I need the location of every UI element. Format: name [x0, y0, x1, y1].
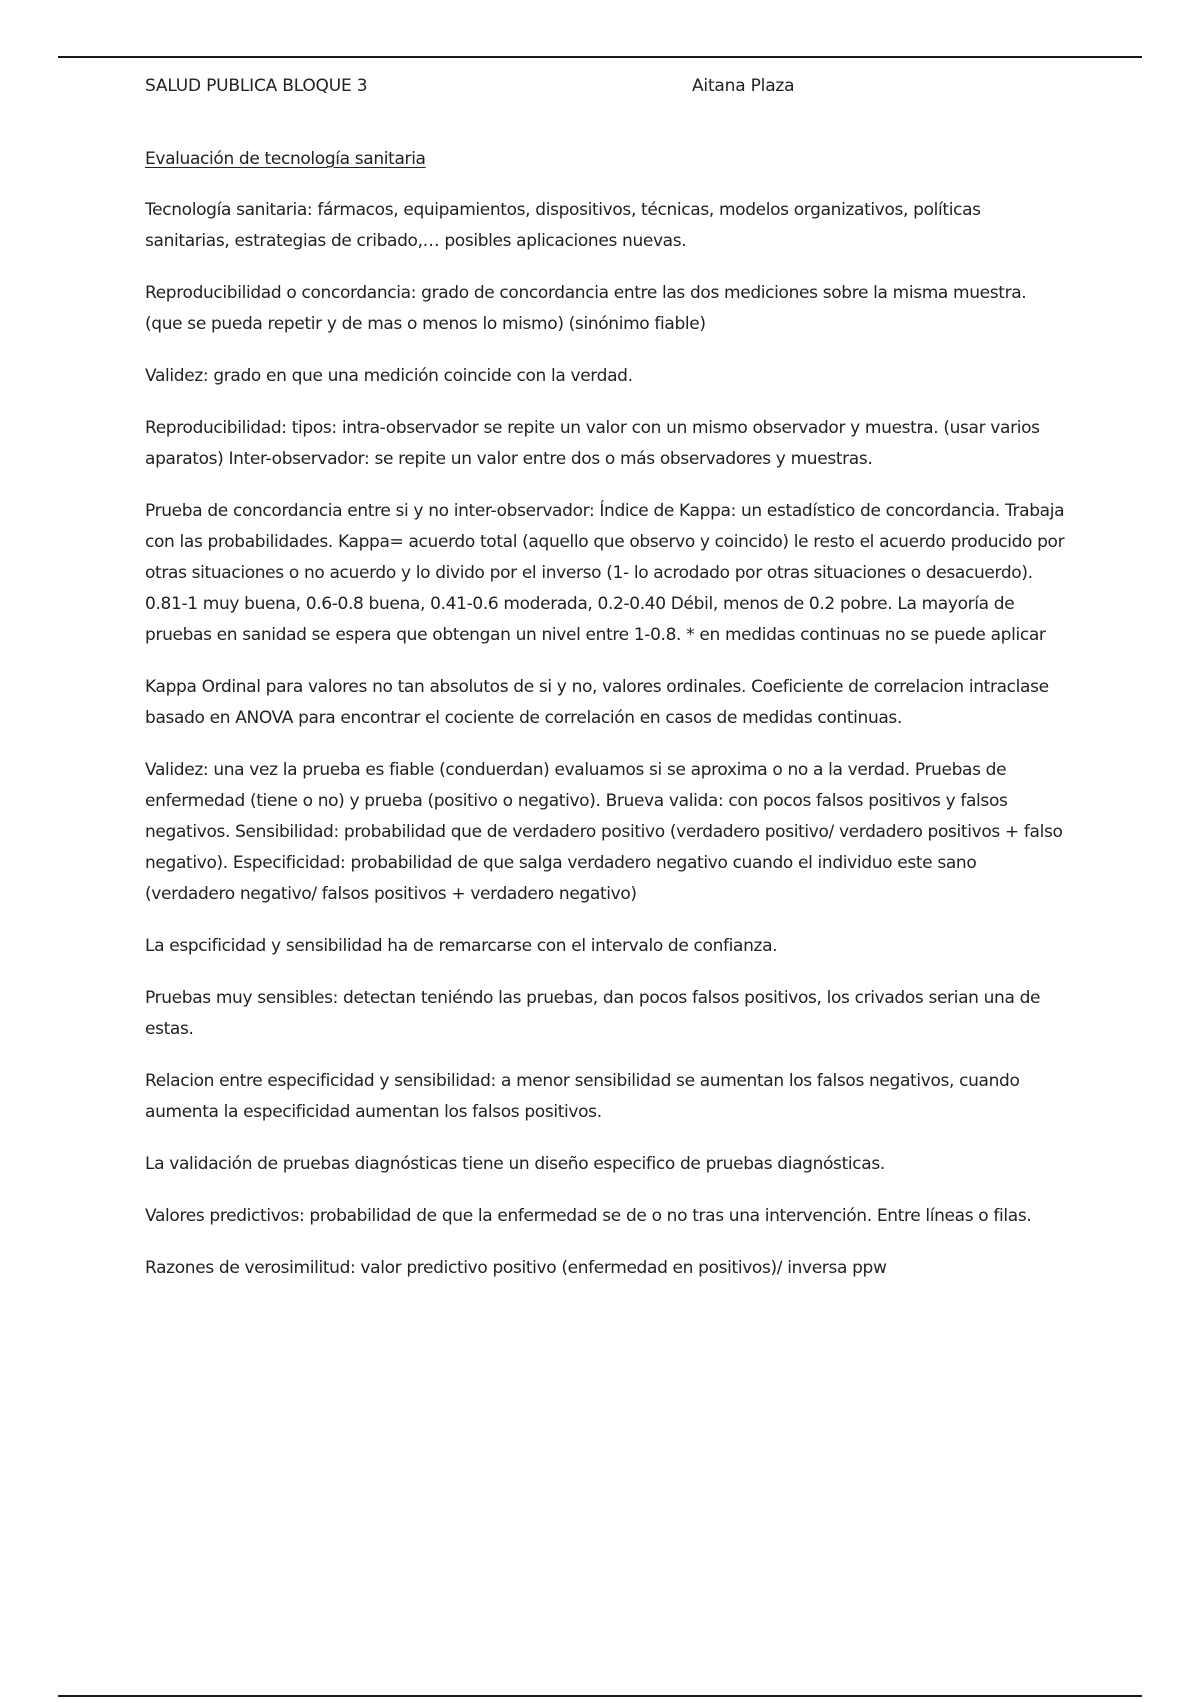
document-body	[145, 144, 1065, 1305]
paragraph-reproducibilidad-tipos: Reproducibilidad: tipos: intra-observador se repite un valor con un mismo observador y muestra. (usar varios aparatos) Inter-observador: se repite un valor entre dos o más observadores y muestras.	[145, 418, 1040, 469]
document-title: SALUD PUBLICA BLOQUE 3	[145, 76, 368, 96]
paragraph-tecnologia-sanitaria: Tecnología sanitaria: fármacos, equipamientos, dispositivos, técnicas, modelos organizativos, políticas sanitarias, estrategias de cribado,… posibles aplicaciones nuevas.	[145, 200, 981, 251]
paragraph-validez-sensibilidad: Validez: una vez la prueba es fiable (conduerdan) evaluamos si se aproxima o no a la verdad. Pruebas de enfermedad (tiene o no) y prueba (positivo o negativo). Brueva valida: con pocos falsos positivos y falsos negativos. Sensibilidad: probabilidad que de verdadero positivo (verdadero positivo/ verdadero positivos + falso negativo). Especificidad: probabilidad de que salga verdadero negativo cuando el individuo este sano (verdadero negativo/ falsos positivos + verdadero negativo)	[145, 760, 1063, 904]
paragraph-valores-predictivos: Valores predictivos: probabilidad de que la enfermedad se de o no tras una intervención. Entre líneas o filas.	[145, 1206, 1032, 1226]
paragraph-razones-verosimilitud: Razones de verosimilitud: valor predictivo positivo (enfermedad en positivos)/ inversa ppw	[145, 1258, 887, 1278]
top-divider	[58, 56, 1142, 58]
page-header	[145, 76, 1065, 100]
paragraph-validez-definicion: Validez: grado en que una medición coincide con la verdad.	[145, 366, 633, 386]
author-name: Aitana Plaza	[692, 76, 795, 96]
paragraph-pruebas-sensibles: Pruebas muy sensibles: detectan teniéndo las pruebas, dan pocos falsos positivos, los crivados serian una de estas.	[145, 988, 1041, 1039]
paragraph-relacion-especificidad: Relacion entre especificidad y sensibilidad: a menor sensibilidad se aumentan los falsos negativos, cuando aumenta la especificidad aumentan los falsos positivos.	[145, 1071, 1020, 1122]
paragraph-kappa-ordinal: Kappa Ordinal para valores no tan absolutos de si y no, valores ordinales. Coeficiente de correlacion intraclase basado en ANOVA para encontrar el cociente de correlación en casos de medidas continuas.	[145, 677, 1049, 728]
paragraph-intervalo-confianza: La espcificidad y sensibilidad ha de remarcarse con el intervalo de confianza.	[145, 936, 778, 956]
paragraph-reproducibilidad-concordancia: Reproducibilidad o concordancia: grado de concordancia entre las dos mediciones sobre la misma muestra. (que se pueda repetir y de mas o menos lo mismo) (sinónimo fiable)	[145, 283, 1027, 334]
section-heading: Evaluación de tecnología sanitaria	[145, 149, 426, 169]
paragraph-validacion-pruebas: La validación de pruebas diagnósticas tiene un diseño especifico de pruebas diagnósticas.	[145, 1154, 885, 1174]
paragraph-indice-kappa: Prueba de concordancia entre si y no inter-observador: Índice de Kappa: un estadístico de concordancia. Trabaja con las probabilidades. Kappa= acuerdo total (aquello que observo y coincido) le resto el acuerdo producido por otras situaciones o no acuerdo y lo divido por el inverso (1- lo acrodado por otras situaciones o desacuerdo). 0.81-1 muy buena, 0.6-0.8 buena, 0.41-0.6 moderada, 0.2-0.40 Débil, menos de 0.2 pobre. La mayoría de pruebas en sanidad se espera que obtengan un nivel entre 1-0.8. * en medidas continuas no se puede aplicar	[145, 501, 1065, 645]
bottom-divider	[58, 1695, 1142, 1697]
